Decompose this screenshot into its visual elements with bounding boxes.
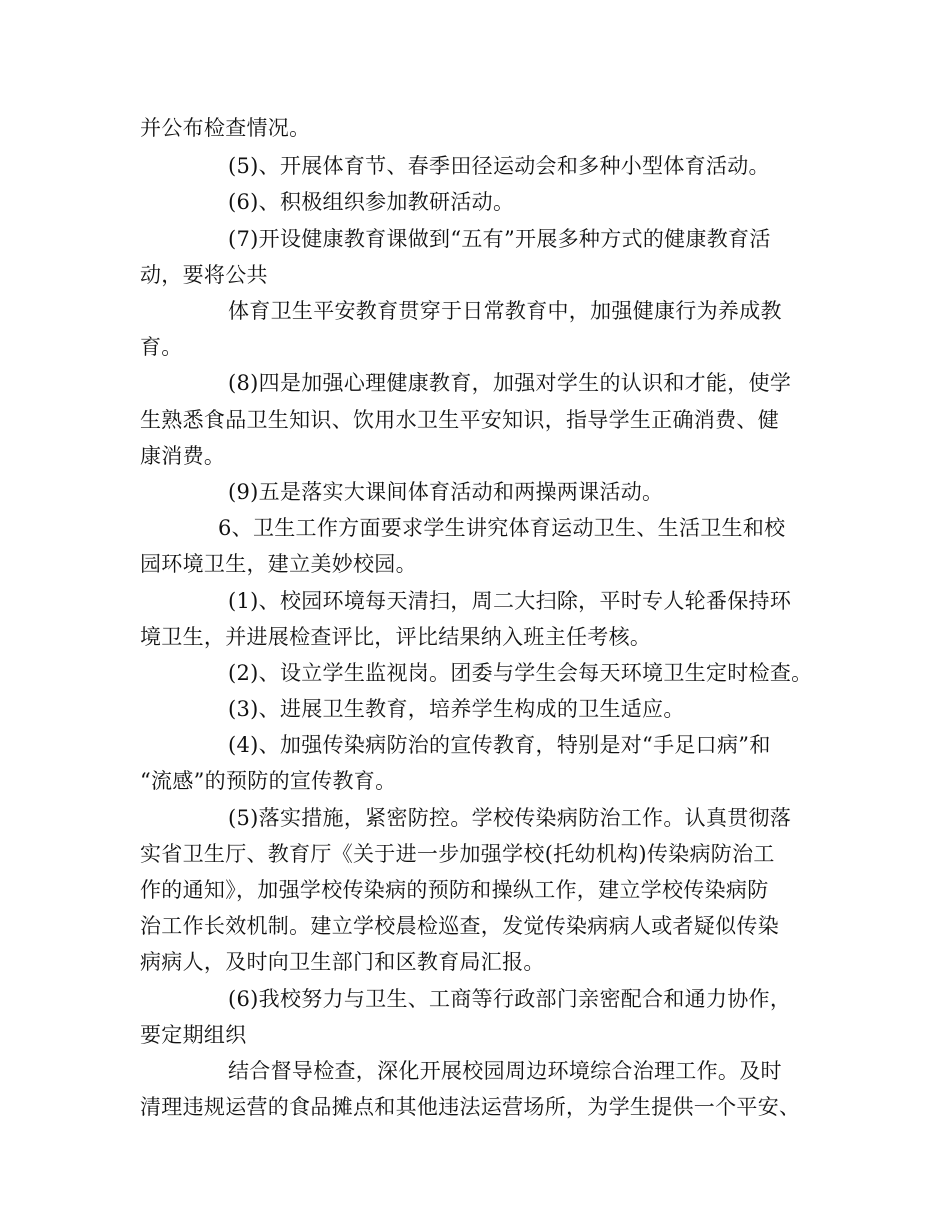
text-line: (2)、设立学生监视岗。团委与学生会每天环境卫生定时检查。: [228, 661, 813, 685]
text-line: 作的通知》，加强学校传染病的预防和操纵工作，建立学校传染病防: [140, 878, 769, 902]
text-line: 动，要将公共: [140, 263, 268, 287]
text-line: “流感”的预防的宣传教育。: [140, 769, 397, 793]
text-line: 清理违规运营的食品摊点和其他违法运营场所，为学生提供一个平安、: [140, 1095, 801, 1119]
text-line: (8)四是加强心理健康教育，加强对学生的认识和才能，使学: [228, 371, 792, 395]
text-line: 育。: [140, 335, 183, 359]
text-line: 体育卫生平安教育贯穿于日常教育中，加强健康行为养成教: [228, 299, 782, 323]
text-line: 结合督导检查，深化开展校园周边环境综合治理工作。及时: [228, 1059, 782, 1083]
text-line: 治工作长效机制。建立学校晨检巡查，发觉传染病病人或者疑似传染: [140, 914, 779, 938]
text-line: 6、卫生工作方面要求学生讲究体育运动卫生、生活卫生和校: [218, 516, 786, 540]
text-line: (7)开设健康教育课做到“五有”开展多种方式的健康教育活: [228, 227, 771, 251]
text-line: 病病人，及时向卫生部门和区教育局汇报。: [140, 950, 545, 974]
text-line: (6)、积极组织参加教研活动。: [228, 190, 515, 214]
text-line: (6)我校努力与卫生、工商等行政部门亲密配合和通力协作，: [228, 987, 792, 1011]
text-line: 康消费。: [140, 444, 226, 468]
text-line: 生熟悉食品卫生知识、饮用水卫生平安知识，指导学生正确消费、健: [140, 408, 779, 432]
text-line: 园环境卫生，建立美妙校园。: [140, 552, 417, 576]
text-line: (1)、校园环境每天清扫，周二大扫除，平时专人轮番保持环: [228, 589, 792, 613]
text-line: 实省卫生厅、教育厅《关于进一步加强学校(托幼机构)传染病防治工: [140, 842, 775, 866]
text-line: 并公布检查情况。: [140, 116, 311, 140]
text-line: (9)五是落实大课间体育活动和两操两课活动。: [228, 480, 664, 504]
text-line: (5)、开展体育节、春季田径运动会和多种小型体育活动。: [228, 154, 770, 178]
text-line: 要定期组织: [140, 1023, 247, 1047]
text-line: (3)、进展卫生教育，培养学生构成的卫生适应。: [228, 697, 685, 721]
text-line: (4)、加强传染病防治的宣传教育，特别是对“手足口病”和: [228, 733, 771, 757]
text-line: 境卫生，并进展检查评比，评比结果纳入班主任考核。: [140, 625, 652, 649]
text-line: (5)落实措施，紧密防控。学校传染病防治工作。认真贯彻落: [228, 806, 792, 830]
